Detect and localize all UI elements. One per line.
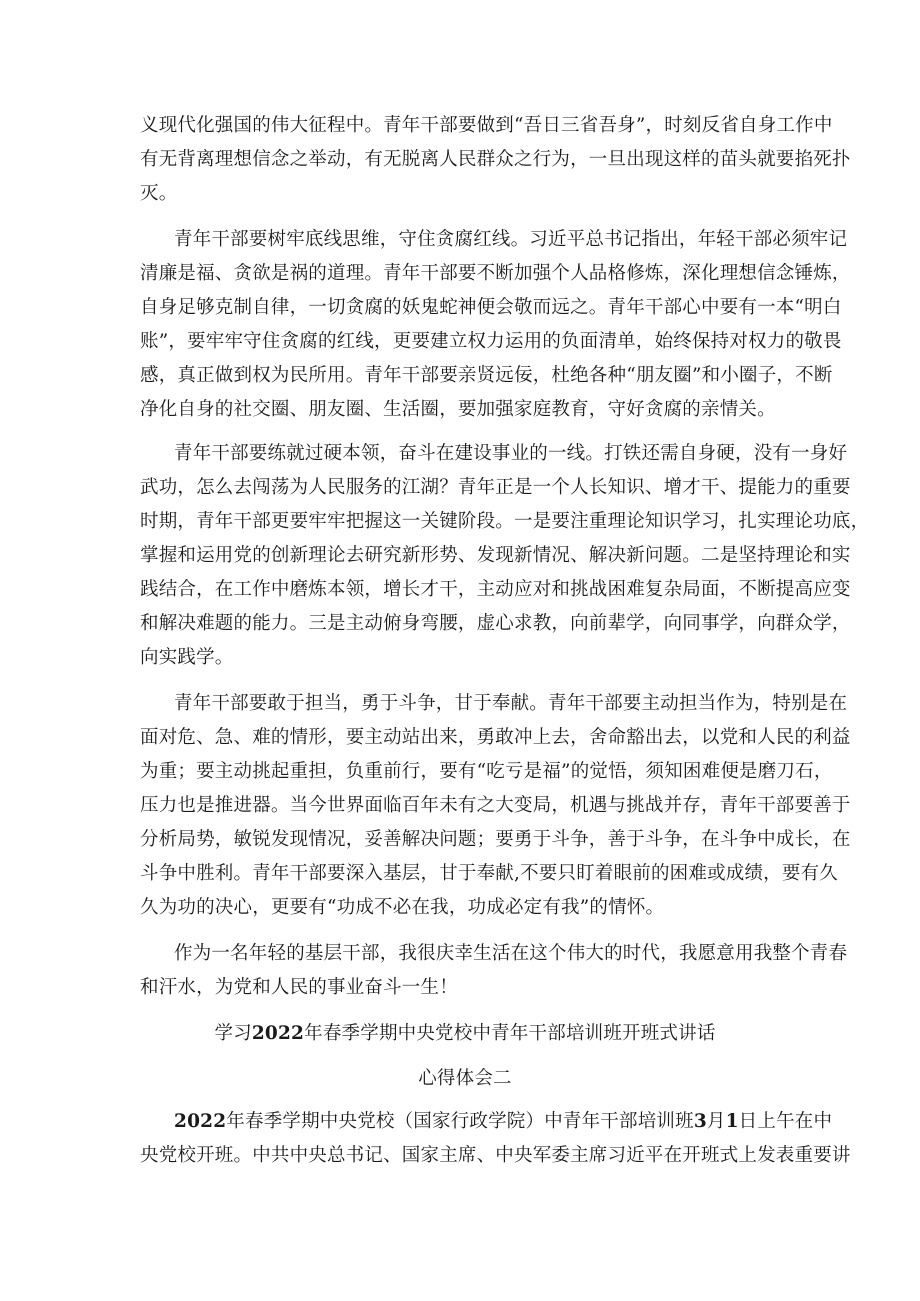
section-subtitle: 心得体会二: [418, 1068, 512, 1089]
paragraph-line: 分析局势，敏锐发现情况，妥善解决问题；要勇于斗争，善于斗争，在斗争中成长，在: [140, 829, 851, 850]
paragraph-line: 青年干部要练就过硬本领，奋斗在建设事业的一线。打铁还需自身硬，没有一身好: [174, 443, 848, 464]
section-title-rest: 年春季学期中央党校中青年干部培训班开班式讲话: [304, 1023, 716, 1044]
section-title: [140, 1022, 790, 1046]
paragraph-line: 义现代化强国的伟大征程中。青年干部要做到“吾日三省吾身”，时刻反省自身工作中: [140, 115, 833, 136]
text-run: 年春季学期中央党校（国家行政学院）中青年干部培训班: [226, 1111, 694, 1132]
section-title-year: 2022: [251, 1023, 305, 1044]
paragraph-line: 践结合，在工作中磨炼本领，增长才干，主动应对和挑战困难复杂局面，不断提高应变: [140, 579, 851, 600]
month-number: 3: [693, 1111, 707, 1132]
paragraph-line: 作为一名年轻的基层干部，我很庆幸生活在这个伟大的时代，我愿意用我整个青春: [174, 943, 848, 964]
paragraph-line: 压力也是推进器。当今世界面临百年未有之大变局，机遇与挑战并存，青年干部要善于: [140, 795, 851, 816]
paragraph-line: 央党校开班。中共中央总书记、国家主席、中央军委主席习近平在开班式上发表重要讲: [140, 1145, 851, 1166]
paragraph-line: 久为功的决心，更要有“功成不必在我，功成必定有我”的情怀。: [140, 897, 665, 918]
paragraph-line: 清廉是福、贪欲是祸的道理。青年干部要不断加强个人品格修炼，深化理想信念锤炼，: [140, 263, 851, 284]
paragraph-line: 向实践学。: [140, 647, 234, 668]
paragraph-line: 面对危、急、难的情形，要主动站出来，勇敢冲上去，舍命豁出去，以党和人民的利益: [140, 727, 851, 748]
year-number: 2022: [174, 1111, 227, 1132]
text-run: 月: [706, 1111, 726, 1132]
paragraph-line: 感，真正做到权为民所用。青年干部要亲贤远佞，杜绝各种“朋友圈”和小圈子，不断: [140, 365, 833, 386]
day-number: 1: [725, 1111, 739, 1132]
paragraph-line: 时期，青年干部更要牢牢把握这一关键阶段。一是要注重理论知识学习，扎实理论功底，: [140, 511, 870, 532]
paragraph-line: 斗争中胜利。青年干部要深入基层，甘于奉献,不要只盯着眼前的困难或成绩，要有久: [140, 863, 838, 884]
paragraph-line: 净化自身的社交圈、朋友圈、生活圈，要加强家庭教育，守好贪腐的亲情关。: [140, 399, 776, 420]
paragraph-line: 青年干部要敢于担当，勇于斗争，甘于奉献。青年干部要主动担当作为，特别是在: [174, 693, 848, 714]
text-run: 日上午在中: [738, 1111, 833, 1132]
paragraph-line: 为重；要主动挑起重担，负重前行，要有“吃亏是福”的觉悟，须知困难便是磨刀石，: [140, 761, 833, 782]
paragraph-line: 青年干部要树牢底线思维，守住贪腐红线。习近平总书记指出，年轻干部必须牢记: [174, 229, 848, 250]
paragraph-line: 账”，要牢牢守住贪腐的红线，更要建立权力运用的负面清单，始终保持对权力的敬畏: [140, 331, 842, 352]
paragraph-line: 自身足够克制自律，一切贪腐的妖鬼蛇神便会敬而远之。青年干部心中要有一本“明白: [140, 297, 842, 318]
paragraph-line: 灭。: [140, 183, 178, 204]
paragraph-line: 有无背离理想信念之举动，有无脱离人民群众之行为，一旦出现这样的苗头就要掐死扑: [140, 149, 851, 170]
paragraph-line: 武功，怎么去闯荡为人民服务的江湖？青年正是一个人长知识、增才干、提能力的重要: [140, 477, 851, 498]
paragraph-line: 和汗水，为党和人民的事业奋斗一生！: [140, 977, 458, 998]
paragraph-line: 掌握和运用党的创新理论去研究新形势、发现新情况、解决新问题。二是坚持理论和实: [140, 545, 851, 566]
paragraph-line: 和解决难题的能力。三是主动俯身弯腰，虚心求教，向前辈学，向同事学，向群众学，: [140, 613, 851, 634]
paragraph-line: [174, 1110, 833, 1134]
section-title-prefix: 学习: [214, 1023, 252, 1044]
